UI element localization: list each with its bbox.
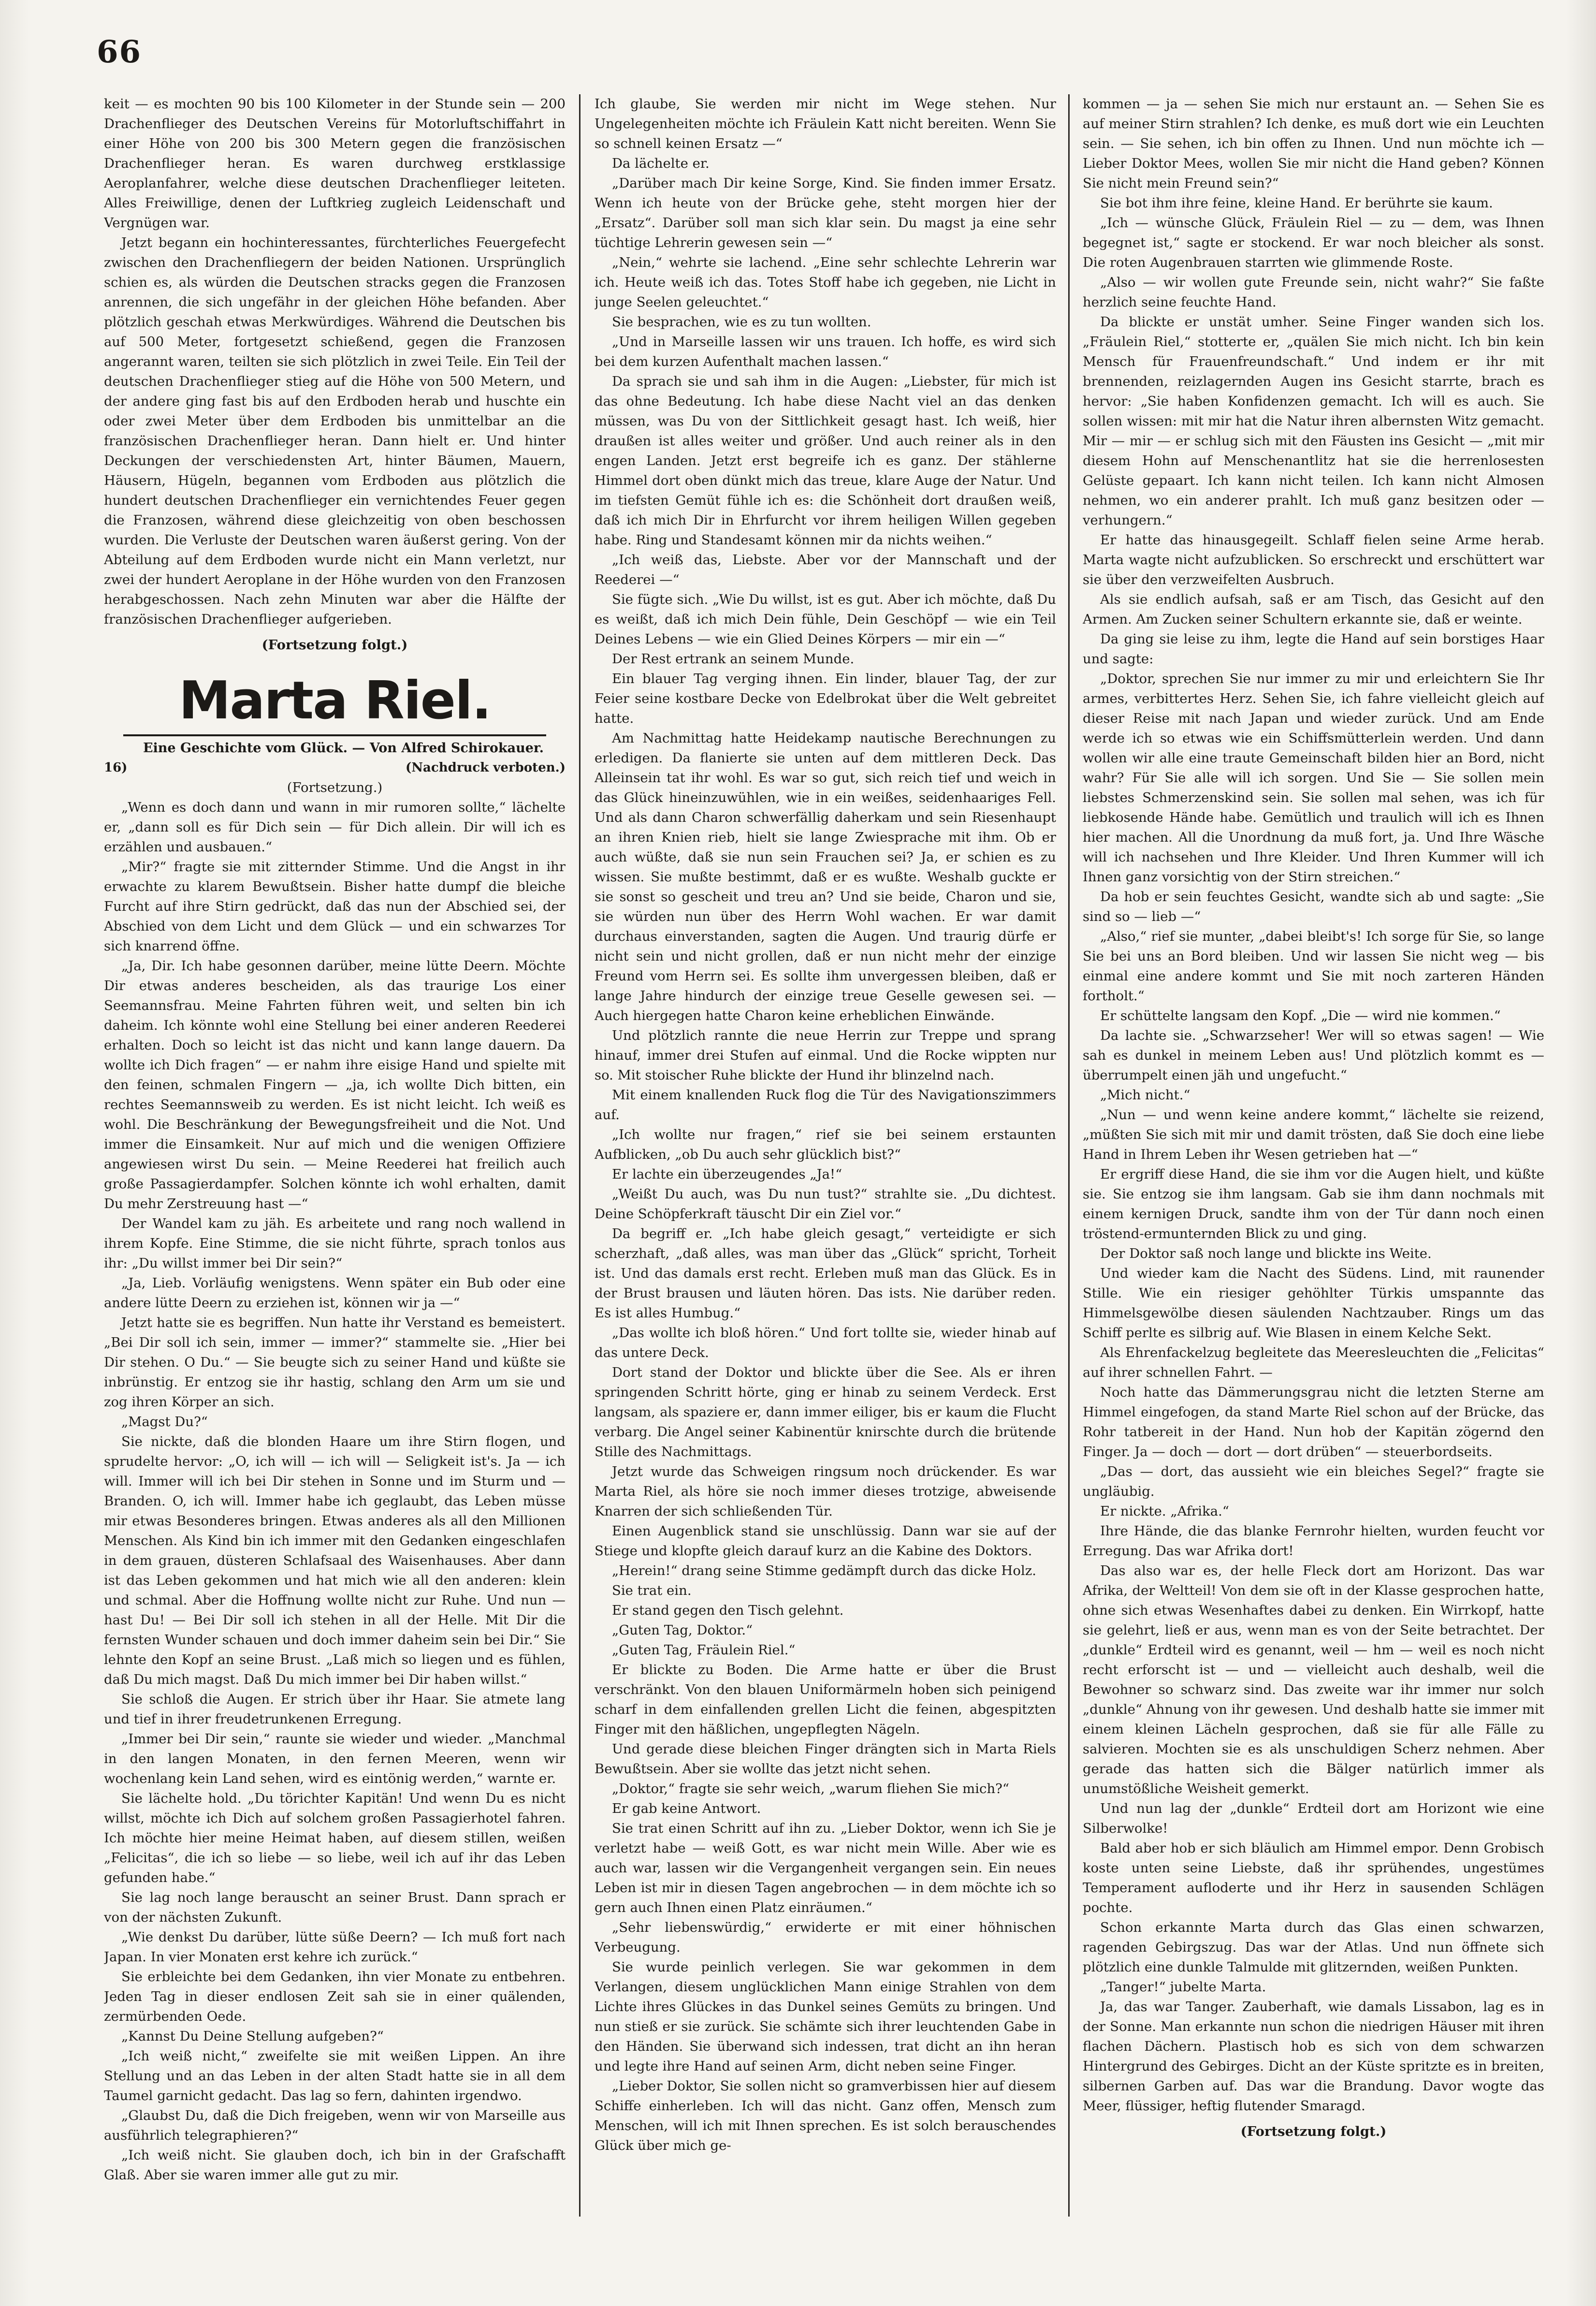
story-paragraph: „Ich weiß nicht,“ zweifelte sie mit weißen Lippen. An ihre Stellung und an das Leben in der alten Stadt hatte sie in all dem Taumel garnicht gedacht. Das lag so fern, dahinten irgendwo. (104, 2048, 566, 2103)
story-paragraph: Ich glaube, Sie werden mir nicht im Wege stehen. Nur Ungelegenheiten möchte ich Fräulein Katt nicht bereiten. Wenn Sie so schnell keinen Ersatz —“ (595, 96, 1056, 151)
installment-line (104, 758, 566, 778)
story-paragraph: „Wie denkst Du darüber, lütte süße Deern? — Ich muß fort nach Japan. In vier Monaten erst kehre ich zurück.“ (104, 1929, 566, 1965)
story-paragraph: Und plötzlich rannte die neue Herrin zur Treppe und sprang hinauf, immer drei Stufen auf einmal. Und die Rocke wippten nur so. Mit stoischer Ruhe blickte der Hund ihr blinzelnd nach. (595, 1028, 1056, 1083)
story-paragraph: „Das wollte ich bloß hören.“ Und fort tollte sie, wieder hinab auf das untere Deck. (595, 1325, 1056, 1360)
story-paragraph: Da lachte sie. „Schwarzseher! Wer will so etwas sagen! — Wie sah es dunkel in meinem Leben aus! Und plötzlich kommt es — überrumpelt einen jäh und ungefucht.“ (1083, 1028, 1544, 1083)
story-paragraph: „Immer bei Dir sein,“ raunte sie wieder und wieder. „Manchmal in den langen Monaten, in den fernen Meeren, wenn wir wochenlang kein Land sehen, wird es eintönig werden,“ warnte er. (104, 1731, 566, 1786)
story-paragraph: Da sprach sie und sah ihm in die Augen: „Liebster, für mich ist das ohne Bedeutung. Ich habe diese Nacht viel an das denken müssen, was Du von der Sittlichkeit gesagt hast. Ich weiß, hier draußen ist alles weiter und größer. Und auch reiner als in den engen Landen. Jetzt erst begreife ich es ganz. Der stählerne Himmel dort oben dünkt mich das treue, klare Auge der Natur. Und im tiefsten Gemüt fühle ich es: die Schönheit dort draußen weiß, daß ich mich Dir in Ehrfurcht vor ihrem heiligen Willen gegeben habe. Ring und Standesamt können mir da nichts weihen.“ (595, 374, 1056, 548)
story-paragraph: Sie bot ihm ihre feine, kleine Hand. Er berührte sie kaum. (1100, 195, 1493, 211)
story-paragraph: Da ging sie leise zu ihm, legte die Hand auf sein borstiges Haar und sagte: (1083, 631, 1544, 667)
story-paragraph: Sie wurde peinlich verlegen. Sie war gekommen in dem Verlangen, diesem unglücklichen Mann einige Strahlen von dem Lichte ihres Glückes in das Dunkel seines Gemüts zu bringen. Und nun stieß er sie zurück. Sie schämte sich ihrer leuchtenden Gabe in den Händen. Sie überwand sich indessen, trat dicht an ihn heran und legte ihre Hand auf seinen Arm, dicht neben seine Finger. (595, 1959, 1056, 2074)
story-title: Marta Riel. (178, 671, 491, 731)
story-paragraph: „Herein!“ drang seine Stimme gedämpft durch das dicke Holz. (612, 1563, 1036, 1578)
prev-story-paragraph: keit — es mochten 90 bis 100 Kilometer in der Stunde sein — 200 Drachenflieger des Deutschen Vereins für Motorluftschiffahrt in einer Höhe von 200 bis 300 Metern gegen die französischen Drachenflieger heran. Es waren durchweg erstklassige Aeroplanfahrer, welche diese deutschen Drachenflieger leiteten. Alles Freiwillige, denen der Luftkrieg zugleich Leidenschaft und Vergnügen war. (104, 96, 566, 231)
installment-number: 16) (104, 760, 128, 775)
story-paragraph: „Ich weiß nicht. Sie glauben doch, ich bin in der Grafschafft Glaß. Aber sie waren immer alle gut zu mir. (104, 2147, 566, 2183)
story-paragraph: Sie fügte sich. „Wie Du willst, ist es gut. Aber ich möchte, daß Du es weißt, daß ich mich Dein fühle, Dein Geschöpf — wie ein Teil Deines Lebens — wie ein Glied Deines Körpers — mir ein —“ (595, 592, 1056, 647)
column-3 (1083, 94, 1544, 2217)
story-paragraph: Sie besprachen, wie es zu tun wollten. (612, 314, 871, 330)
story-paragraph: Als Ehrenfackelzug begleitete das Meeresleuchten die „Felicitas“ auf ihrer schnellen Fahrt. — (1083, 1345, 1544, 1380)
story-paragraph: Sie trat ein. (612, 1583, 692, 1598)
story-paragraph: Noch hatte das Dämmerungsgrau nicht die letzten Sterne am Himmel eingefogen, da stand Marte Riel schon auf der Brücke, das Rohr tatbereit in der Hand. Nun hob der Kapitän zögernd den Finger. Ja — doch — dort — dort drüben“ — steuerbordseits. (1083, 1385, 1544, 1459)
story-paragraph: „Wenn es doch dann und wann in mir rumoren sollte,“ lächelte er, „dann soll es für Dich sein — für Dich allein. Dir will ich es erzählen und ausbauen.“ (104, 800, 566, 855)
story-paragraph: „Ja, Lieb. Vorläufig wenigstens. Wenn später ein Bub oder eine andere lütte Deern zu erziehen ist, können wir ja —“ (104, 1275, 566, 1311)
story-paragraph: Der Rest ertrank an seinem Munde. (612, 651, 855, 667)
story-paragraph: „Ich weiß das, Liebste. Aber vor der Mannschaft und der Reederei —“ (595, 552, 1056, 587)
story-paragraph: Da hob er sein feuchtes Gesicht, wandte sich ab und sagte: „Sie sind so — lieb —“ (1083, 889, 1544, 924)
story-paragraph: Schon erkannte Marta durch das Glas einen schwarzen, ragenden Gebirgszug. Das war der Atlas. Und nun öffnete sich plötzlich eine dunkle Talmulde mit glitzernden, weißen Punkten. (1083, 1920, 1544, 1975)
story-paragraph: Jetzt hatte sie es begriffen. Nun hatte ihr Verstand es bemeistert. „Bei Dir soll ich sein, immer — immer?“ stammelte sie. „Hier bei Dir stehen. O Du.“ — Sie beugte sich zu seiner Hand und küßte sie inbrünstig. Er entzog sie ihr hastig, schlang den Arm um sie und zog ihren Körper an sich. (104, 1315, 566, 1410)
rights-notice: (Nachdruck verboten.) (405, 760, 566, 775)
story-paragraph: Er stand gegen den Tisch gelehnt. (612, 1603, 844, 1618)
story-paragraph: Am Nachmittag hatte Heidekamp nautische Berechnungen zu erledigen. Da flanierte sie unten auf dem mittleren Deck. Das Alleinsein tat ihr wohl. Es war so gut, sich reich tief und weich in das Glück hineinzuwühlen, wie in ein weißes, seidenhaariges Fell. Und als dann Charon schwerfällig daherkam und sein Riesenhaupt an ihren Knien rieb, hielt sie lange Zwiesprache mit ihm. Ob er auch wüßte, daß sie nun sein Frauchen sei? Ja, er schien es zu wissen. Sie mußte bestimmt, daß er es wußte. Weshalb guckte er sie sonst so gescheit und treu an? Und sie beide, Charon und sie, sie würden nun über des Herrn Wohl wachen. Er war damit durchaus einverstanden, sagten die Augen. Und traurig dürfe er nicht sein und nicht grollen, daß er nun nicht mehr der einzige Freund vom Herrn sei. Es sollte ihm unvergessen bleiben, daß er lange Jahre hindurch der einzige treue Geselle gewesen sei. — Auch hiergegen hatte Charon keine erheblichen Einwände. (595, 730, 1056, 1023)
story-paragraph: Ein blauer Tag verging ihnen. Ein linder, blauer Tag, der zur Feier seine kostbare Decke von Edelbrokat über die Welt gebreitet hatte. (595, 671, 1056, 726)
column-2 (595, 94, 1056, 2217)
story-paragraph: Da begriff er. „Ich habe gleich gesagt,“ verteidigte er sich scherzhaft, „daß alles, was man über das „Glück“ spricht, Torheit ist. Und das damals erst recht. Erleben muß man das Glück. Es in der Brust brausen und läuten hören. Das ists. Nie darüber reden. Es ist alles Humbug.“ (595, 1226, 1056, 1321)
story-paragraph: kommen — ja — sehen Sie mich nur erstaunt an. — Sehen Sie es auf meiner Stirn strahlen? Ich denke, es muß dort wie ein Leuchten sein. — Sie sehen, ich bin offen zu Ihnen. Und nun möchte ich — Lieber Doktor Mees, wollen Sie mir nicht die Hand geben? Können Sie nicht mein Freund sein?“ (1083, 96, 1544, 191)
story-paragraph: „Tanger!“ jubelte Marta. (1100, 1979, 1266, 1995)
story-paragraph: „Darüber mach Dir keine Sorge, Kind. Sie finden immer Ersatz. Wenn ich heute von der Brücke gehe, steht morgen hier der „Ersatz“. Darüber soll man sich klar sein. Du magst ja eine sehr tüchtige Lehrerin gewesen sein —“ (595, 175, 1056, 250)
story-paragraph: „Also — wir wollen gute Freunde sein, nicht wahr?“ Sie faßte herzlich seine feuchte Hand. (1083, 275, 1544, 310)
story-paragraph: Er schüttelte langsam den Kopf. „Die — wird nie kommen.“ (1100, 1008, 1501, 1023)
story-paragraph: „Ja, Dir. Ich habe gesonnen darüber, meine lütte Deern. Möchte Dir etwas anderes bescheiden, als das traurige Los einer Seemannsfrau. Meine Fahrten führen weit, und selten bin ich daheim. Ich könnte wohl eine Stellung bei einer anderen Reederei erhalten. Doch so leicht ist das nicht und kann lange dauern. Da wollte ich Dich fragen“ — er nahm ihre eisige Hand und spielte mit den feinen, schmalen Fingern — „ja, ich wollte Dich bitten, ein rechtes Seemannsweib zu werden. Es ist nicht leicht. Ich weiß es wohl. Die Beschränkung der Bewegungsfreiheit und die Not. Und immer die Einsamkeit. Nur auf mich und die wenigen Offiziere angewiesen wirst Du sein. — Meine Reederei hat freilich auch große Passagierdampfer. Solchen könnte ich wohl erhalten, damit Du mehr Zerstreuung hast —“ (104, 958, 566, 1211)
story-paragraph: Da blickte er unstät umher. Seine Finger wanden sich los. „Fräulein Riel,“ stotterte er, „quälen Sie mich nicht. Ich bin kein Mensch für Frauenfreundschaft.“ Und indem er ihr mit brennenden, reizlagernden Augen ins Gesicht starrte, brach es hervor: „Sie haben Konfidenzen gemacht. Ich will es auch. Sie sollen wissen: mit mir hat die Natur ihren albernsten Witz gemacht. Mir — mir — er schlug sich mit den Fäusten ins Gesicht — „mit mir diesem Hohn auf Menschenantlitz hat sie die herrenlosesten Gelüste gepaart. Ich kann nicht teilen. Ich kann nicht Almosen nehmen, wo ein anderer prahlt. Ich muß ganz besitzen oder — verhungern.“ (1083, 314, 1544, 528)
story-paragraph: „Also,“ rief sie munter, „dabei bleibt's! Ich sorge für Sie, so lange Sie bei uns an Bord bleiben. Und wir lassen Sie nicht weg — bis einmal eine andere kommt und Sie mit noch zarteren Händen fortholt.“ (1083, 929, 1544, 1004)
story-paragraph: „Ich — wünsche Glück, Fräulein Riel — zu — dem, was Ihnen begegnet ist,“ sagte er stockend. Er war noch bleicher als sonst. Die roten Augenbrauen starrten wie glimmende Roste. (1083, 215, 1544, 270)
story-paragraph: Ja, das war Tanger. Zauberhaft, wie damals Lissabon, lag es in der Sonne. Man erkannte nun schon die niedrigen Häuser mit ihren flachen Dächern. Plastisch hob es sich von dem schwarzen Hintergrund des Gebirges. Dicht an der Küste spritzte es in breiten, silbernen Garben auf. Das war die Brandung. Davor wogte das Meer, flüssiger, heftig flutender Smaragd. (1083, 1999, 1544, 2114)
story-paragraph: Das also war es, der helle Fleck dort am Horizont. Das war Afrika, der Weltteil! Von dem sie oft in der Klasse gesprochen hatte, ohne sich etwas Wesenhaftes dabei zu denken. Ein Wirrkopf, hatte sie gelehrt, ließ er aus, wenn man es von der Seite betrachtet. Der „dunkle“ Erdteil wird es genannt, weil — hm — weil es noch nicht recht erforscht ist — und — vielleicht auch deshalb, weil die Bewohner so schwarz sind. Das zweite war ihr immer nur solch „dunkle“ Ahnung von ihr gewesen. Und deshalb hatte sie immer mit einem kleinen Lächeln gesprochen, daß sie für alle Fälle zu salvieren. Mochten sie es als unschuldigen Scherz nehmen. Aber gerade das hatten sich die Bälger natürlich immer als unumstößliche Weisheit gemerkt. (1083, 1563, 1544, 1796)
story-paragraph: „Weißt Du auch, was Du nun tust?“ strahlte sie. „Du dichtest. Deine Schöpferkraft täuscht Dir ein Ziel vor.“ (595, 1186, 1056, 1222)
story-paragraph: Und nun lag der „dunkle“ Erdteil dort am Horizont wie eine Silberwolke! (1083, 1801, 1544, 1836)
story-paragraph: Sie erbleichte bei dem Gedanken, ihn vier Monate zu entbehren. Jeden Tag in dieser endlosen Zeit sah sie in einer quälenden, zermürbenden Oede. (104, 1969, 566, 2024)
story-paragraph: „Nein,“ wehrte sie lachend. „Eine sehr schlechte Lehrerin war ich. Heute weiß ich das. Totes Stoff habe ich gegeben, nie Licht in junge Seelen geleuchtet.“ (595, 255, 1056, 310)
column-rule-2 (1068, 94, 1070, 2217)
story-paragraph: „Glaubst Du, daß die Dich freigeben, wenn wir von Marseille aus ausführlich telegraphieren?“ (104, 2108, 566, 2143)
column-1 (104, 94, 566, 2217)
continuation-label: (Fortsetzung.) (287, 780, 383, 795)
story-paragraph: Da lächelte er. (612, 156, 710, 171)
story-paragraph: „Sehr liebenswürdig,“ erwiderte er mit einer höhnischen Verbeugung. (595, 1920, 1056, 1955)
story-paragraph: „Ich wollte nur fragen,“ rief sie bei seinem erstaunten Aufblicken, „ob Du auch sehr glücklich bist?“ (595, 1127, 1056, 1162)
continuation-notice: (Fortsetzung folgt.) (261, 637, 408, 653)
story-paragraph: Bald aber hob er sich bläulich am Himmel empor. Denn Grobisch koste unten seine Liebste, daß ihr sprühendes, ungestümes Temperament aufloderte und ihr Herz in sausenden Schlägen pochte. (1083, 1840, 1544, 1915)
story-paragraph: „Mich nicht.“ (1100, 1087, 1190, 1103)
story-paragraph: „Kannst Du Deine Stellung aufgeben?“ (121, 2029, 384, 2044)
story-paragraph: Jetzt wurde das Schweigen ringsum noch drückender. Es war Marta Riel, als höre sie noch immer dieses trotzige, abweisende Knarren der sich schließenden Tür. (595, 1464, 1056, 1519)
story-paragraph: Er hatte das hinausgegeilt. Schlaff fielen seine Arme herab. Marta wagte nicht aufzublicken. So erschreckt und erschüttert war sie über den verzweifelten Ausbruch. (1083, 532, 1544, 587)
story-paragraph: Er blickte zu Boden. Die Arme hatte er über die Brust verschränkt. Von den blauen Uniformärmeln hoben sich peinigend scharf in dem einfallenden grellen Licht die feinen, abgespitzten Finger mit den häßlichen, ungepflegten Nägeln. (595, 1662, 1056, 1737)
story-paragraph: „Guten Tag, Fräulein Riel.“ (612, 1642, 796, 1658)
story-paragraph: „Nun — und wenn keine andere kommt,“ lächelte sie reizend, „müßten Sie sich mit mir und damit trösten, daß Sie doch eine liebe Hand in Ihrem Leben ihr Wesen getrieben hat —“ (1083, 1107, 1544, 1162)
story-paragraph: Sie nickte, daß die blonden Haare um ihre Stirn flogen, und sprudelte hervor: „O, ich will — ich will — Seligkeit ist's. Ja — ich will. Immer will ich bei Dir stehen in Sonne und im Sturm und — Branden. O, ich will. Immer habe ich geglaubt, das Leben müsse mir etwas Besonderes bringen. Etwas anderes als all den Millionen Menschen. Als Kind bin ich immer mit den Gedanken eingeschlafen in dem grauen, düsteren Schlafsaal des Waisenhauses. Aber dann ist das Leben gekommen und hat mich wie all den anderen: klein und schmal. Aber die Hoffnung wollte nicht zur Ruhe. Und nun — hast Du! — Bei Dir soll ich stehen in all der Helle. Mit Dir die fernsten Wunder schauen und doch immer daheim sein bei Dir.“ Sie lehnte den Kopf an seine Brust. „Laß mich so liegen und es fühlen, daß Du mich magst. Daß Du mich immer bei Dir haben willst.“ (104, 1434, 566, 1687)
story-paragraph: „Lieber Doktor, Sie sollen nicht so gramverbissen hier auf diesem Schiffe einherleben. Ich will das nicht. Ganz offen, Mensch zum Menschen, will ich mit Ihnen sprechen. Es ist solch berauschendes Glück über mich ge- (595, 2078, 1056, 2153)
story-paragraph: Der Doktor saß noch lange und blickte ins Weite. (1100, 1246, 1432, 1261)
story-paragraph: Als sie endlich aufsah, saß er am Tisch, das Gesicht auf den Armen. Am Zucken seiner Schultern erkannte sie, daß er weinte. (1083, 592, 1544, 627)
story-paragraph: Sie schloß die Augen. Er strich über ihr Haar. Sie atmete lang und tief in ihrer freudetrunkenen Erregung. (104, 1692, 566, 1727)
story-paragraph: Der Wandel kam zu jäh. Es arbeitete und rang noch wallend in ihrem Kopfe. Eine Stimme, die sie nicht führte, sprach tonlos aus ihr: „Du willst immer bei Dir sein?“ (104, 1216, 566, 1271)
story-paragraph: Er nickte. „Afrika.“ (1100, 1503, 1229, 1519)
story-paragraph: Ihre Hände, die das blanke Fernrohr hielten, wurden feucht vor Erregung. Das war Afrika dort! (1083, 1523, 1544, 1559)
story-paragraph: Einen Augenblick stand sie unschlüssig. Dann war sie auf der Stiege und klopfte gleich darauf kurz an die Kabine des Doktors. (595, 1523, 1056, 1559)
story-paragraph: „Mir?“ fragte sie mit zitternder Stimme. Und die Angst in ihr erwachte zu klarem Bewußtsein. Bisher hatte dumpf die bleiche Furcht auf ihre Stirn gedrückt, daß das nun der Abschied sei, der Abschied von dem Licht und dem Glück — und ein schwarzes Tor sich knarrend öffne. (104, 859, 566, 954)
story-paragraph: „Das — dort, das aussieht wie ein bleiches Segel?“ fragte sie ungläubig. (1083, 1464, 1544, 1499)
story-paragraph: Sie trat einen Schritt auf ihn zu. „Lieber Doktor, wenn ich Sie je verletzt habe — weiß Gott, es war nicht mein Wille. Aber wie es auch war, lassen wir die Vergangenheit vergangen sein. Ein neues Leben ist mir in diesen Tagen angebrochen — in dem möchte ich so gern auch Ihnen einen Platz einräumen.“ (595, 1821, 1056, 1915)
story-paragraph: Er lachte ein überzeugendes „Ja!“ (612, 1167, 842, 1182)
story-paragraph: „Guten Tag, Doktor.“ (612, 1622, 753, 1638)
page-number: 66 (97, 34, 142, 70)
story-paragraph: Dort stand der Doktor und blickte über die See. Als er ihren springenden Schritt hörte, ging er hinab zu seinem Verdeck. Erst langsam, als spaziere er, dann immer eiliger, bis er kaum die Flucht verbarg. Die Angel seiner Kabinentür knirschte durch die brütende Stille des Nachmittags. (595, 1365, 1056, 1459)
story-paragraph: „Doktor, sprechen Sie nur immer zu mir und erleichtern Sie Ihr armes, verbittertes Herz. Sehen Sie, ich fahre vielleicht gleich auf dieser Reise mit nach Japan und wieder zurück. Und am Ende werde ich so etwas wie ein Schiffsmütterlein werden. Und dann wollen wir alle eine traute Gemeinschaft bilden hier an Bord, nicht wahr? Für Sie alle will ich sorgen. Und Sie — Sie sollen mein liebstes Schmerzenskind sein. Sie sollen mal sehen, was ich für liebkosende Hände habe. Gemütlich und traulich will ich es Ihnen hier machen. All die Unordnung da muß fort, ja. Und Ihre Wäsche will ich nachsehen und Ihre Kleider. Und Ihren Kummer will ich Ihnen ganz vorsichtig von der Stirn streichen.“ (1083, 671, 1544, 885)
column-rule-1 (579, 94, 580, 2217)
story-byline: Eine Geschichte vom Glück. — Von Alfred Schirokauer. (143, 741, 544, 756)
story-paragraph: Er ergriff diese Hand, die sie ihm vor die Augen hielt, und küßte sie. Sie entzog sie ihm langsam. Gab sie ihm dann nochmals mit einem kernigen Druck, sandte ihm von der Tür dann noch einen tröstend-ermunternden Blick zu und ging. (1083, 1167, 1544, 1241)
continuation-notice: (Fortsetzung folgt.) (1240, 2124, 1387, 2139)
story-paragraph: Mit einem knallenden Ruck flog die Tür des Navigationszimmers auf. (595, 1087, 1056, 1123)
title-rule (123, 734, 546, 736)
story-paragraph: „Doktor,“ fragte sie sehr weich, „warum fliehen Sie mich?“ (612, 1781, 1009, 1796)
story-paragraph: Sie lag noch lange berauscht an seiner Brust. Dann sprach er von der nächsten Zukunft. (104, 1890, 566, 1925)
story-paragraph: Und gerade diese bleichen Finger drängten sich in Marta Riels Bewußtsein. Aber sie wollte das jetzt nicht sehen. (595, 1741, 1056, 1777)
prev-story-paragraph: Jetzt begann ein hochinteressantes, fürchterliches Feuergefecht zwischen den Drachenfliegern der beiden Nationen. Ursprünglich schien es, als würden die Deutschen stracks gegen die Franzosen anrennen, die sich ungefähr in der gleichen Höhe befanden. Aber plötzlich geschah etwas Merkwürdiges. Während die Deutschen bis auf 500 Meter, fortgesetzt schießend, gegen die Franzosen angerannt waren, teilten sie sich plötzlich in zwei Teile. Ein Teil der deutschen Drachenflieger stieg auf die Höhe von 500 Metern, und der andere ging fast bis auf den Erdboden herab und huschte ein oder zwei Meter über dem Erdboden bis unmittelbar an die französischen Drachenflieger heran. Dann hielt er. Und hinter Deckungen der verschiedensten Art, hinter Bäumen, Mauern, Häusern, Hügeln, begannen vom Erdboden aus plötzlich die hundert deutschen Drachenflieger ein vernichtendes Feuer gegen die Franzosen, während diese gleichzeitig von oben beschossen wurden. Die Verluste der Deutschen waren äußerst gering. Von der Abteilung auf dem Erdboden wurde nicht ein Mann verletzt, nur zwei der hundert Aeroplane in der Höhe wurden von den Franzosen herabgeschossen. Nach zehn Minuten war aber die Hälfte der französischen Drachenflieger aufgerieben. (104, 235, 566, 627)
story-paragraph: Und wieder kam die Nacht des Südens. Lind, mit raunender Stille. Wie ein riesiger gehöhlter Türkis umspannte das Himmelsgewölbe diesen säulenden Nachtzauber. Rings um das Schiff perlte es silbrig auf. Wie Blasen in einem Kelche Sekt. (1083, 1266, 1544, 1341)
story-paragraph: „Magst Du?“ (121, 1414, 208, 1430)
story-paragraph: Er gab keine Antwort. (612, 1801, 761, 1816)
story-paragraph: „Und in Marseille lassen wir uns trauen. Ich hoffe, es wird sich bei dem kurzen Aufenthalt machen lassen.“ (595, 334, 1056, 369)
story-paragraph: Sie lächelte hold. „Du törichter Kapitän! Und wenn Du es nicht willst, möchte ich Dich auf solchem großen Passagierhotel fahren. Ich möchte hier meine Heimat haben, auf diesem stillen, weißen „Felicitas“, die ich so liebe — so liebe, weil ich auf ihr das Leben gefunden habe.“ (104, 1791, 566, 1885)
